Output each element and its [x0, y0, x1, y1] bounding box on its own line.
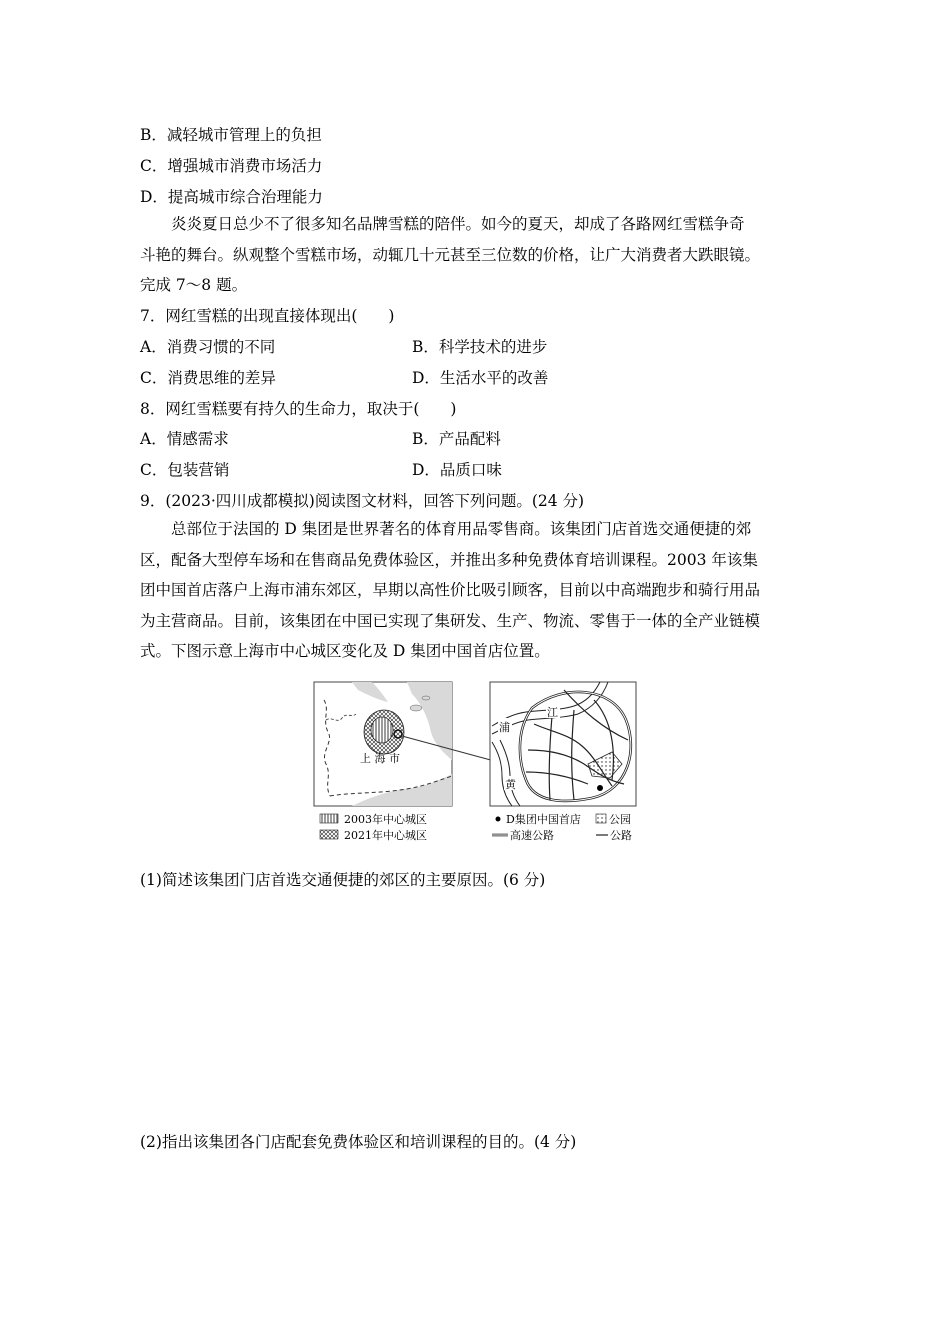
right-map: [490, 682, 636, 806]
legend-2003-swatch: [320, 814, 338, 823]
passage-line: 炎炎夏日总少不了很多知名品牌雪糕的陪伴。如今的夏天，却成了各路网红雪糕争奇: [171, 215, 745, 233]
map-svg: [312, 680, 642, 846]
d-store-marker: [597, 785, 603, 791]
q7-option-a: A．消费习惯的不同: [140, 338, 276, 356]
legend-store-symbol: [496, 817, 501, 822]
shanghai-map-figure: [312, 680, 642, 846]
island: [422, 696, 430, 700]
d-group-material: [140, 514, 812, 667]
ice-cream-passage: [140, 209, 812, 301]
passage-line: 斗艳的舞台。纵观整个雪糕市场，动辄几十元甚至三位数的价格，让广大消费者大跌眼镜。: [140, 245, 761, 264]
q7-option-c: C．消费思维的差异: [140, 369, 276, 387]
material-line: 总部位于法国的 D 集团是世界著名的体育用品零售商。该集团门店首选交通便捷的郊: [171, 520, 752, 538]
legend-road-label: 公路: [610, 829, 632, 842]
river-label-pu: 浦: [499, 721, 510, 734]
island: [410, 705, 422, 711]
question-9-sub2: (2)指出该集团各门店配套免费体验区和培训课程的目的。(4 分): [140, 1133, 577, 1151]
q8-option-d: D．品质口味: [412, 461, 502, 479]
center-2003-area: [371, 717, 393, 743]
material-line: 团中国首店落户上海市浦东郊区，早期以高性价比吸引顾客，目前以中高端跑步和骑行用品: [140, 581, 761, 599]
river-label-jiang: 江: [547, 706, 558, 719]
q7-option-b: B．科学技术的进步: [412, 338, 548, 356]
legend-highway-label: 高速公路: [510, 829, 554, 842]
material-line: 区，配备大型停车场和在售商品免费体验区，并推出多种免费体育培训课程。2003 年该集: [140, 550, 758, 569]
passage-line: 完成 7～8 题。: [140, 276, 248, 294]
legend-park-label: 公园: [609, 813, 631, 826]
question-8-stem: 8．网红雪糕要有持久的生命力，取决于( ): [140, 400, 457, 418]
material-line: 为主营商品。目前，该集团在中国已实现了集研发、生产、物流、零售于一体的全产业链模: [140, 611, 761, 630]
question-9-sub1: (1)简述该集团门店首选交通便捷的郊区的主要原因。(6 分): [140, 871, 546, 889]
material-line: 式。下图示意上海市中心城区变化及 D 集团中国首店位置。: [140, 642, 550, 660]
left-map-label: 上 海 市: [360, 752, 400, 765]
question-9-stem: 9．(2023·四川成都模拟)阅读图文材料，回答下列问题。(24 分): [140, 492, 585, 510]
legend-store-label: D集团中国首店: [506, 813, 581, 826]
legend-park-swatch: [596, 814, 606, 823]
river-label-huang: 黄: [505, 778, 516, 791]
q8-option-c: C．包装营销: [140, 461, 230, 479]
q8-option-b: B．产品配料: [412, 430, 501, 448]
question-7-stem: 7．网红雪糕的出现直接体现出( ): [140, 307, 395, 325]
legend-2021-label: 2021年中心城区: [344, 829, 427, 842]
legend-2021-swatch: [320, 830, 338, 839]
q8-option-a: A．情感需求: [140, 430, 229, 448]
option-q6-d: D．提高城市综合治理能力: [140, 188, 323, 206]
map-legend: [320, 812, 632, 842]
option-q6-c: C．增强城市消费市场活力: [140, 157, 323, 175]
q7-option-d: D．生活水平的改善: [412, 369, 549, 387]
legend-2003-label: 2003年中心城区: [344, 813, 427, 826]
option-q6-b: B．减轻城市管理上的负担: [140, 126, 322, 144]
